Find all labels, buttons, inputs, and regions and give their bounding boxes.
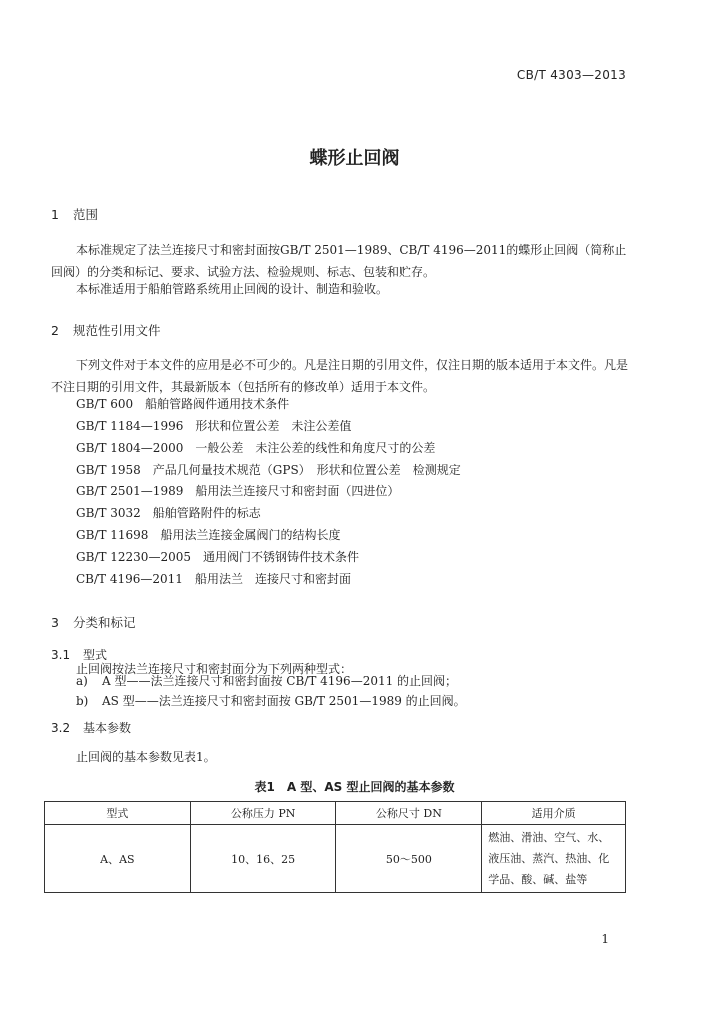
reference-item: CB/T 4196—2011 船用法兰 连接尺寸和密封面	[76, 572, 351, 586]
list-marker: b)	[76, 694, 89, 708]
section-number: 3	[51, 615, 59, 630]
list-text: AS 型——法兰连接尺寸和密封面按 GB/T 2501—1989 的止回阀。	[102, 694, 466, 708]
reference-item: GB/T 1804—2000 一般公差 未注公差的线性和角度尺寸的公差	[76, 441, 436, 455]
document-title: 蝶形止回阀	[309, 148, 400, 169]
table-cell: A、AS	[45, 825, 191, 893]
paragraph: 下列文件对于本文件的应用是必不可少的。凡是注日期的引用文件，仅注日期的版本适用于本文件。凡是不注日期的引用文件，其最新版本（包括所有的修改单）适用于本文件。	[51, 358, 629, 394]
paragraph: 本标准规定了法兰连接尺寸和密封面按GB/T 2501—1989、CB/T 4196—2011的蝶形止回阀（简称止回阀）的分类和标记、要求、试验方法、检验规则、标志、包装和贮存。	[51, 243, 627, 279]
list-marker: a)	[76, 674, 88, 688]
document-code: CB/T 4303—2013	[516, 68, 626, 82]
reference-item: GB/T 12230—2005 通用阀门不锈钢铸件技术条件	[76, 550, 359, 564]
section-title: 规范性引用文件	[73, 323, 161, 338]
paragraph: 本标准适用于船舶管路系统用止回阀的设计、制造和验收。	[76, 282, 389, 296]
page-number: 1	[601, 932, 609, 946]
table-cell: 10、16、25	[190, 825, 336, 893]
section-3-heading	[51, 613, 136, 631]
list-item-a	[76, 672, 457, 689]
subsection-number: 3.2	[51, 721, 71, 735]
reference-item: GB/T 3032 船舶管路附件的标志	[76, 506, 261, 520]
table-header-row	[45, 802, 626, 825]
section-number: 1	[51, 207, 59, 222]
reference-item: GB/T 1958 产品几何量技术规范（GPS） 形状和位置公差 检测规定	[76, 463, 461, 477]
subsection-3-2-heading	[51, 719, 131, 736]
reference-item: GB/T 1184—1996 形状和位置公差 未注公差值	[76, 419, 352, 433]
reference-item: GB/T 11698 船用法兰连接金属阀门的结构长度	[76, 528, 341, 542]
reference-item: GB/T 600 船舶管路阀件通用技术条件	[76, 397, 290, 411]
subsection-title: 型式	[83, 648, 108, 662]
section-title: 范围	[73, 207, 99, 222]
paragraph-text: 止回阀按法兰连接尺寸和密封面分为下列两种型式：	[76, 662, 353, 676]
table-header-cell: 型式	[45, 802, 191, 825]
section-1-heading	[51, 205, 98, 223]
parameters-table	[44, 801, 626, 893]
table-header-cell: 公称压力 PN	[190, 802, 336, 825]
table-caption: 表1 A 型、AS 型止回阀的基本参数	[254, 780, 455, 794]
table-row	[45, 825, 626, 893]
section-title: 分类和标记	[73, 615, 136, 630]
table-header-cell: 适用介质	[482, 802, 626, 825]
list-text: A 型——法兰连接尺寸和密封面按 CB/T 4196—2011 的止回阀；	[102, 674, 458, 688]
paragraph: 止回阀的基本参数见表1。	[76, 750, 216, 764]
table-header-cell: 公称尺寸 DN	[336, 802, 482, 825]
subsection-title: 基本参数	[83, 721, 132, 735]
section-number: 2	[51, 323, 59, 338]
table-cell: 50～500	[336, 825, 482, 893]
subsection-number: 3.1	[51, 648, 71, 662]
list-item-b	[76, 692, 466, 709]
section-2-heading	[51, 321, 161, 339]
reference-item: GB/T 2501—1989 船用法兰连接尺寸和密封面（四进位）	[76, 484, 400, 498]
table-cell: 燃油、滑油、空气、水、液压油、蒸汽、热油、化学品、酸、碱、盐等	[482, 825, 626, 893]
